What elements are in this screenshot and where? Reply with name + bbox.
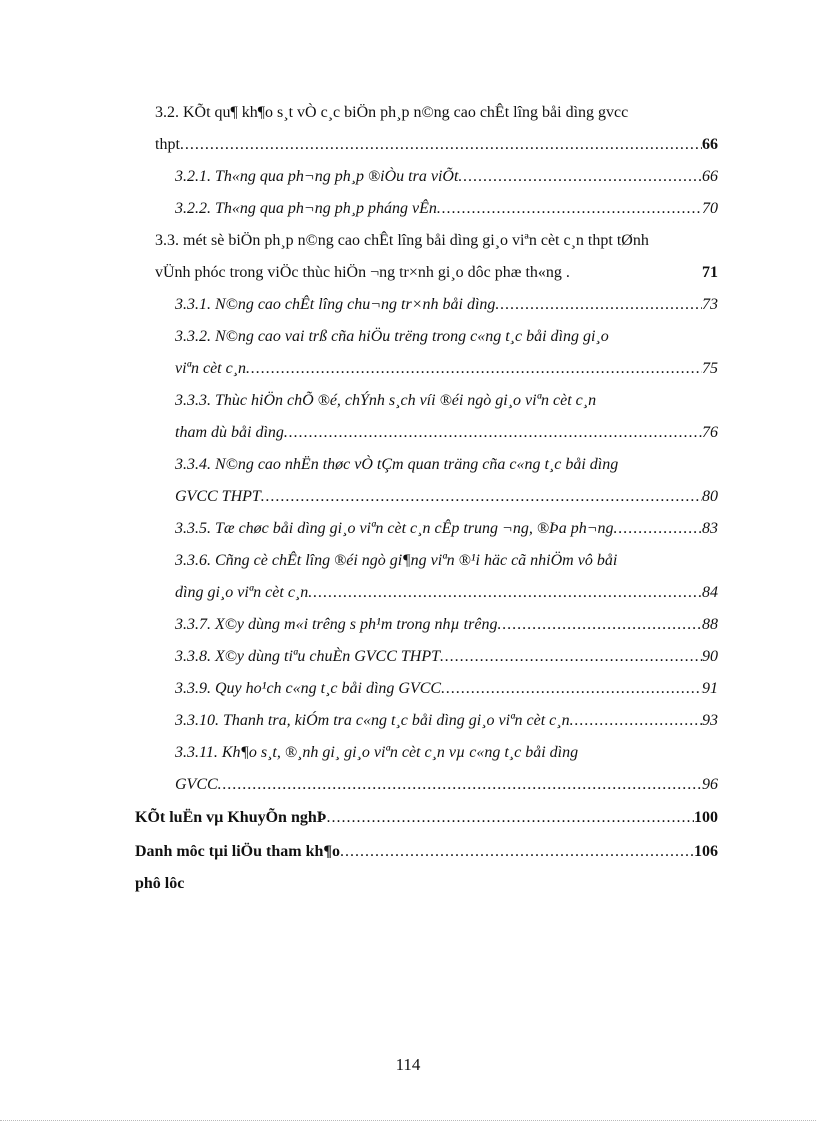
dot-leader bbox=[437, 199, 702, 219]
toc-page-number: 100 bbox=[694, 809, 718, 826]
toc-entry-3-3-11[interactable] bbox=[175, 775, 718, 795]
toc-entry-3-3[interactable] bbox=[155, 263, 718, 283]
toc-entry-3-3-2[interactable] bbox=[175, 359, 718, 379]
toc-entry-3-2[interactable] bbox=[155, 135, 718, 155]
toc-entry-3-3-5[interactable] bbox=[175, 519, 718, 539]
toc-page-number: 106 bbox=[694, 843, 718, 860]
toc-entry-phu-luc[interactable]: phô lôc bbox=[135, 875, 185, 892]
dot-leader bbox=[308, 583, 702, 603]
dot-leader bbox=[340, 842, 694, 862]
toc-entry-3-3-1[interactable] bbox=[175, 295, 718, 315]
toc-entry-title: 3.3.8. X©y dùng tiªu chuÈn GVCC THPT bbox=[175, 648, 441, 665]
toc-page-number: 83 bbox=[702, 520, 718, 537]
toc-page-number: 93 bbox=[702, 712, 718, 729]
toc-page-number: 91 bbox=[702, 680, 718, 697]
toc-entry-title: GVCC THPT bbox=[175, 488, 261, 505]
dot-leader bbox=[284, 423, 702, 443]
toc-entry-3-2-line1: 3.2. KÕt qu¶ kh¶o s¸t vÒ c¸c biÖn ph¸p n©ng cao chÊt lîng båi dìng gvcc bbox=[155, 104, 629, 121]
toc-page-number: 76 bbox=[702, 424, 718, 441]
toc-entry-title: tham dù båi dìng bbox=[175, 424, 284, 441]
toc-entry-title: 3.3.9. Quy ho¹ch c«ng t¸c båi dìng GVCC bbox=[175, 680, 442, 697]
toc-entry-title: dìng gi¸o viªn cèt c¸n bbox=[175, 584, 309, 601]
toc-entry-title: 3.2.2. Th«ng qua ph¬ng ph¸p pháng vÊn bbox=[175, 200, 437, 217]
toc-entry-3-3-6-line1: 3.3.6. Cñng cè chÊt lîng ®éi ngò gi¶ng viªn ®¹i häc cã nhiÖm vô båi bbox=[175, 552, 618, 569]
toc-page-number: 84 bbox=[702, 584, 718, 601]
toc-entry-title: 3.3.5. Tæ chøc båi dìng gi¸o viªn cèt c¸n cÊp trung ¬ng, ®Þa ph¬ng bbox=[175, 520, 614, 537]
toc-entry-3-3-3[interactable] bbox=[175, 423, 718, 443]
toc-entry-3-3-4-line1: 3.3.4. N©ng cao nhËn thøc vÒ tÇm quan träng cña c«ng t¸c båi dìng bbox=[175, 456, 619, 473]
toc-entry-3-3-11-line1: 3.3.11. Kh¶o s¸t, ®¸nh gi¸ gi¸o viªn cèt c¸n vµ c«ng t¸c båi dìng bbox=[175, 744, 579, 761]
dot-leader bbox=[180, 135, 702, 155]
toc-page-number: 88 bbox=[702, 616, 718, 633]
toc-entry-3-3-3-line1: 3.3.3. Thùc hiÖn chÕ ®é, chÝnh s¸ch víi ®éi ngò gi¸o viªn cèt c¸n bbox=[175, 392, 597, 409]
toc-entry-3-3-10[interactable] bbox=[175, 711, 718, 731]
toc-page-number: 75 bbox=[702, 360, 718, 377]
dot-leader bbox=[458, 167, 702, 187]
dot-leader bbox=[327, 808, 694, 828]
dot-leader bbox=[440, 647, 702, 667]
toc-entry-danh-muc[interactable] bbox=[135, 842, 718, 862]
toc-entry-3-3-8[interactable] bbox=[175, 647, 718, 667]
toc-page-number: 66 bbox=[702, 136, 718, 153]
toc-entry-3-3-7[interactable] bbox=[175, 615, 718, 635]
toc-page-number: 73 bbox=[702, 296, 718, 313]
toc-entry-title: 3.3.7. X©y dùng m«i trêng s ph¹m trong nhµ trêng bbox=[175, 616, 498, 633]
toc-entry-title: thpt bbox=[155, 136, 180, 153]
toc-entry-3-2-2[interactable] bbox=[175, 199, 718, 219]
toc-entry-title: vÜnh phóc trong viÖc thùc hiÖn ¬ng tr×nh gi¸o dôc phæ th«ng . bbox=[155, 264, 570, 281]
toc-entry-title: 3.3.10. Thanh tra, kiÓm tra c«ng t¸c båi dìng gi¸o viªn cèt c¸n bbox=[175, 712, 570, 729]
toc-entry-title: Danh môc tµi liÖu tham kh¶o bbox=[135, 843, 340, 860]
toc-entry-3-3-2-line1: 3.3.2. N©ng cao vai trß cña hiÖu trëng trong c«ng t¸c båi dìng gi¸o bbox=[175, 328, 609, 345]
toc-entry-3-3-4[interactable] bbox=[175, 487, 718, 507]
toc-page-number: 66 bbox=[702, 168, 718, 185]
toc-entry-title: KÕt luËn vµ KhuyÕn nghÞ bbox=[135, 809, 327, 826]
dot-leader bbox=[441, 679, 702, 699]
toc-entry-title: viªn cèt c¸n bbox=[175, 360, 247, 377]
toc-page-number: 80 bbox=[702, 488, 718, 505]
dot-leader bbox=[218, 775, 702, 795]
toc-entry-ket-luan[interactable] bbox=[135, 808, 718, 828]
toc-page-number: 70 bbox=[702, 200, 718, 217]
dot-leader bbox=[261, 487, 702, 507]
toc-entry-3-3-6[interactable] bbox=[175, 583, 718, 603]
dot-leader bbox=[614, 519, 702, 539]
toc-page-number: 90 bbox=[702, 648, 718, 665]
toc-entry-3-2-1[interactable] bbox=[175, 167, 718, 187]
toc-entry-3-3-9[interactable] bbox=[175, 679, 718, 699]
toc-page-number: 96 bbox=[702, 776, 718, 793]
page-bottom-divider bbox=[0, 1120, 816, 1121]
toc-entry-title: GVCC bbox=[175, 776, 218, 793]
toc-entry-title: 3.2.1. Th«ng qua ph¬ng ph¸p ®iÒu tra viÕt bbox=[175, 168, 459, 185]
toc-entry-3-3-line1: 3.3. mét sè biÖn ph¸p n©ng cao chÊt lîng båi dìng gi¸o viªn cèt c¸n thpt tØnh bbox=[155, 232, 649, 249]
dot-leader bbox=[495, 295, 702, 315]
page-number: 114 bbox=[395, 1055, 421, 1074]
dot-leader bbox=[570, 711, 702, 731]
toc-page-number: 71 bbox=[702, 264, 718, 281]
toc-entry-title: 3.3.1. N©ng cao chÊt lîng chu¬ng tr×nh båi dìng bbox=[175, 296, 496, 313]
dot-leader bbox=[497, 615, 702, 635]
dot-leader bbox=[246, 359, 702, 379]
